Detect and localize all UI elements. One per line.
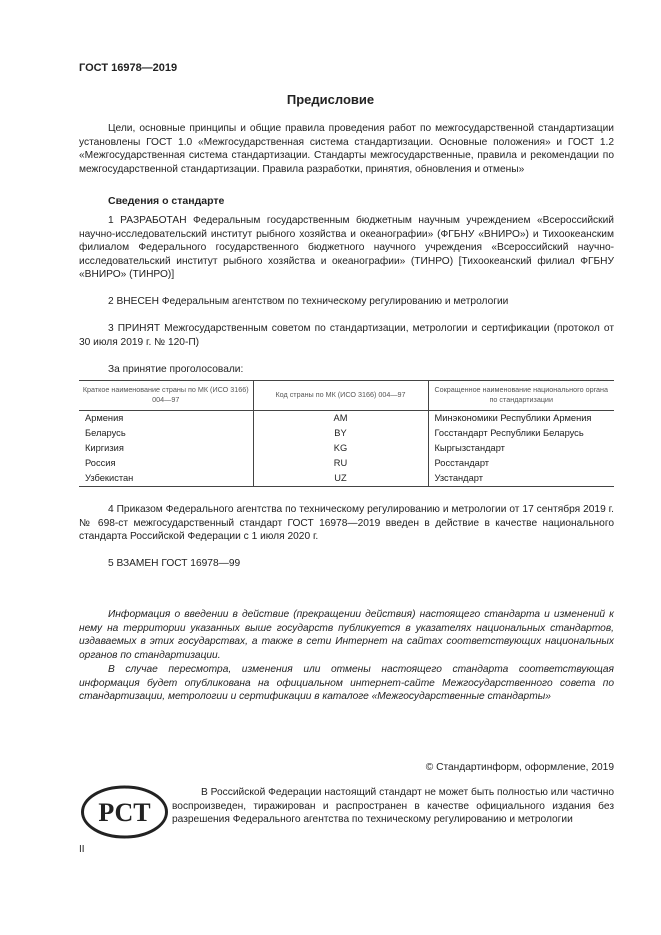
- table-cell-country: Армения: [85, 413, 124, 423]
- page-number: II: [79, 844, 85, 855]
- item-adopted: 3 ПРИНЯТ Межгосударственным советом по стандартизации, метрологии и сертификации (протокол от 30 июля 2019 г. № 120-П): [79, 323, 614, 348]
- table-header-body: Сокращенное наименование национального органа по стандартизации: [428, 381, 614, 411]
- item-introduced: 2 ВНЕСЕН Федеральным агентством по техническому регулированию и метрологии: [108, 296, 509, 307]
- table-cell-body: Госстандарт Республики Беларусь: [428, 426, 614, 441]
- table-cell-code: RU: [253, 456, 428, 471]
- table-cell-country: Узбекистан: [79, 471, 253, 487]
- document-header: ГОСТ 16978—2019: [79, 62, 178, 74]
- table-cell-country: Беларусь: [85, 428, 126, 438]
- intro-paragraph: Цели, основные принципы и общие правила проведения работ по межгосударственной стандартизации установлены ГОСТ 1.0 «Межгосударственная система стандартизации. Основные положения» и ГОСТ 1.2 «Межгосударственная система стандартизации. Стандарты межгосударственные, правила и рекомендации по межгосударственной стандартизации. Правила разработки, принятия, обновления и отмены»: [79, 123, 614, 175]
- info-paragraph-2: В случае пересмотра, изменения или отмены настоящего стандарта соответствующая информация будет опубликована на официальном интернет-сайте Межгосударственного совета по стандартизации, метрологии и сертификации в каталоге «Межгосударственные стандарты»: [79, 664, 614, 703]
- logo-text: РСТ: [98, 798, 151, 827]
- table-row: [79, 456, 614, 471]
- table-cell-body: Узстандарт: [428, 471, 614, 487]
- table-header-code: Код страны по МК (ИСО 3166) 004—97: [253, 381, 428, 411]
- rst-certification-mark-icon: [79, 784, 170, 840]
- table-header-row: [79, 381, 614, 411]
- section-subheading: Сведения о стандарте: [108, 195, 225, 207]
- info-paragraph-1: Информация о введении в действие (прекращении действия) настоящего стандарта и изменений к нему на территории указанных выше государств публикуется в указателях национальных стандартов, издаваемых в этих государствах, а также в сети Интернет на сайтах соответствующих национальных органов по стандартизации.: [79, 609, 614, 661]
- table-row: [79, 411, 614, 427]
- table-cell-country: Киргизия: [85, 443, 124, 453]
- voting-table: [79, 380, 614, 487]
- table-cell-code: UZ: [253, 471, 428, 487]
- table-cell-country: Россия: [85, 458, 116, 468]
- table-row: [79, 426, 614, 441]
- table-cell-code: KG: [253, 441, 428, 456]
- item-replaces: 5 ВЗАМЕН ГОСТ 16978—99: [108, 558, 241, 569]
- item-developed: 1 РАЗРАБОТАН Федеральным государственным бюджетным научным учреждением «Всероссийский научно-исследовательский институт рыбного хозяйства и океанографии» (ФГБНУ «ВНИРО») и Тихоокеанским филиалом Федерального государственного бюджетного научного учреждения «Всероссийский научно-исследовательский институт рыбного хозяйства и океанографии» (ТИНРО) [Тихоокеанский филиал ФГБНУ «ВНИРО» (ТИНРО)]: [79, 215, 614, 281]
- copyright-line: © Стандартинформ, оформление, 2019: [425, 762, 614, 773]
- table-header-country: Краткое наименование страны по МК (ИСО 3166) 004—97: [79, 381, 253, 411]
- table-row: [79, 471, 614, 487]
- table-cell-body: Росстандарт: [428, 456, 614, 471]
- page-title: Предисловие: [286, 92, 375, 107]
- vote-label: За принятие проголосовали:: [108, 364, 244, 375]
- table-row: [79, 441, 614, 456]
- copyright-notice: В Российской Федерации настоящий стандарт не может быть полностью или частично воспроизведен, тиражирован и распространен в качестве официального издания без разрешения Федерального агентства по техническому регулированию и метрологии: [172, 787, 614, 826]
- table-cell-code: BY: [253, 426, 428, 441]
- item-enacted: 4 Приказом Федерального агентства по техническому регулированию и метрологии от 17 сентября 2019 г. № 698-ст межгосударственный стандарт ГОСТ 16978—2019 введен в действие в качестве национального стандарта Российской Федерации с 1 июля 2020 г.: [79, 504, 614, 543]
- table-cell-code: AM: [253, 411, 428, 427]
- table-cell-body: Кыргызстандарт: [428, 441, 614, 456]
- table-cell-body: Минэкономики Республики Армения: [428, 411, 614, 427]
